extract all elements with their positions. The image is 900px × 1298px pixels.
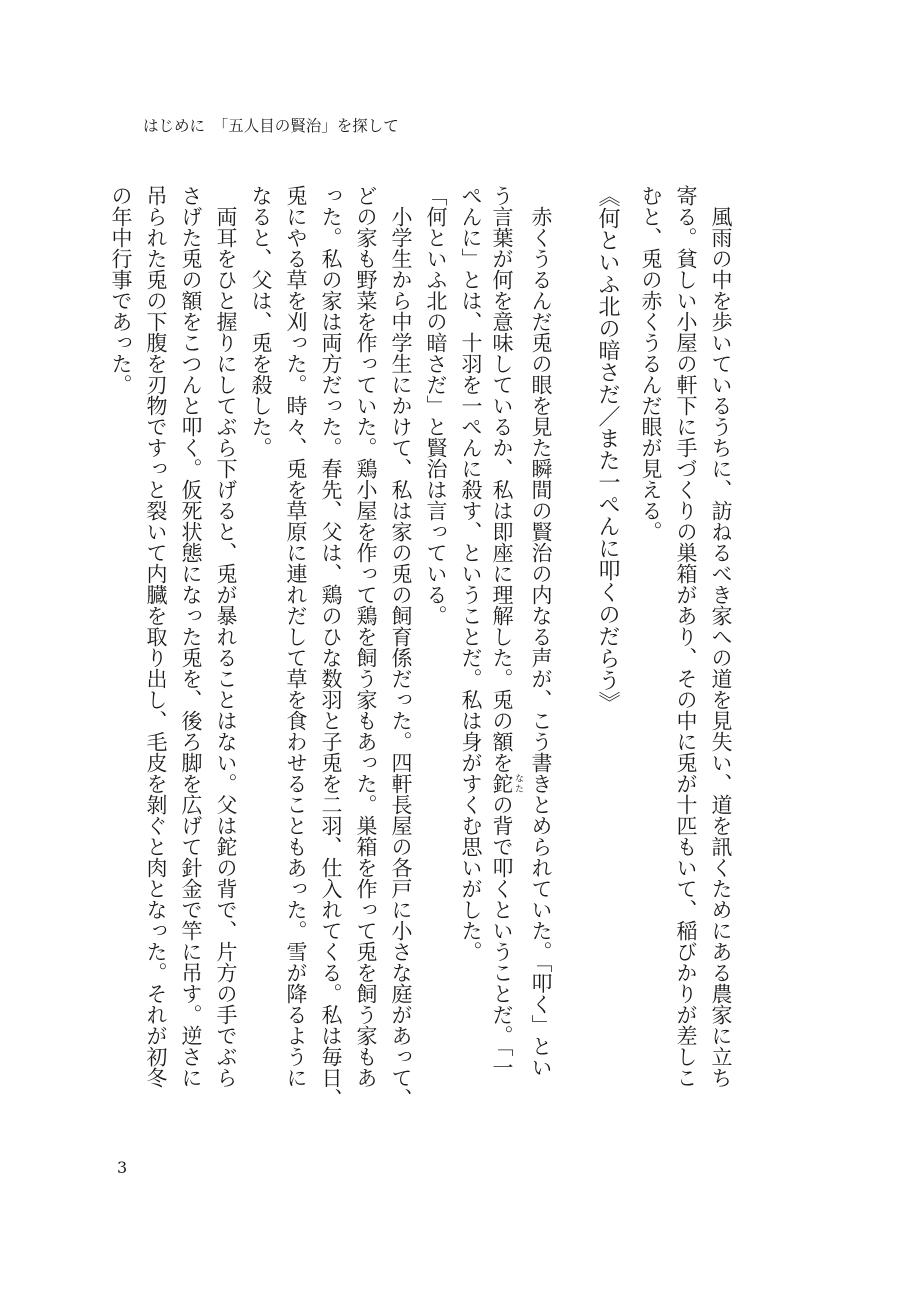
text-column	[488, 185, 523, 1125]
text-column: 赤くうるんだ兎の眼を見た瞬間の賢治の内なる声が、こう書きとめられていた。「叩く」とい	[529, 185, 553, 1078]
text-column: 風雨の中を歩いているうちに、訪ねるべき家への道を見失い、道を訊くためにある農家に立ち	[709, 185, 733, 1088]
text-column: の年中行事であった。	[109, 185, 133, 395]
text-column: なると、父は、兎を殺した。	[249, 185, 273, 458]
text-column: 小学生から中学生にかけて、私は家の兎の飼育係だった。四軒長屋の各戸に小さな庭があって、	[389, 185, 413, 1109]
text-segment: の背で叩くということだ。「一	[490, 794, 514, 1078]
text-column: むと、兎の赤くうるんだ眼が見える。	[639, 185, 663, 542]
vertical-body-text	[103, 185, 738, 1125]
text-column: 兎にやる草を刈った。時々、兎を草原に連れだして草を食わせることもあった。雪が降るように	[284, 185, 308, 1088]
text-column: 両耳をひと握りにしてぶら下げると、兎が暴れることはない。父は鉈の背で、片方の手でぶら	[214, 185, 238, 1088]
text-column: ぺんに」とは、十羽を一ぺんに殺す、ということだ。私は身がすくむ思いがした。	[459, 185, 483, 962]
ruby-annotation	[490, 773, 523, 794]
text-column: 寄る。貧しい小屋の軒下に手づくりの巣箱があり、その中に兎が十匹もいて、稲びかりが差しこ	[674, 185, 698, 1088]
running-head: はじめに 「五人目の賢治」を探して	[143, 117, 399, 135]
text-column: さげた兎の額をこつんと叩く。仮死状態になった兎を、後ろ脚を広げて針金で竿に吊す。逆さに	[179, 185, 203, 1088]
page-number: 3	[117, 1158, 128, 1177]
ruby-text: なた	[513, 773, 523, 794]
ruby-base: 鉈	[490, 773, 514, 794]
text-column: どの家も野菜を作っていた。鶏小屋を作って鶏を飼う家もあった。巣箱を作って兎を飼う家もあ	[354, 185, 378, 1088]
quoted-poem-line: 《何といふ北の暗さだ／また一ぺんに叩くのだらう》	[595, 185, 620, 713]
text-segment: う言葉が何を意味しているか、私は即座に理解した。兎の額を	[490, 185, 514, 773]
text-column: った。私の家は両方だった。春先、父は、鶏のひな数羽と子兎を二羽、仕入れてくる。私は毎日、	[319, 185, 343, 1109]
text-column: 吊られた兎の下腹を刃物ですっと裂いて内臓を取り出し、毛皮を剝ぐと肉となった。それが初冬	[144, 185, 168, 1088]
text-column: 「何といふ北の暗さだ」と賢治は言っている。	[424, 185, 448, 626]
